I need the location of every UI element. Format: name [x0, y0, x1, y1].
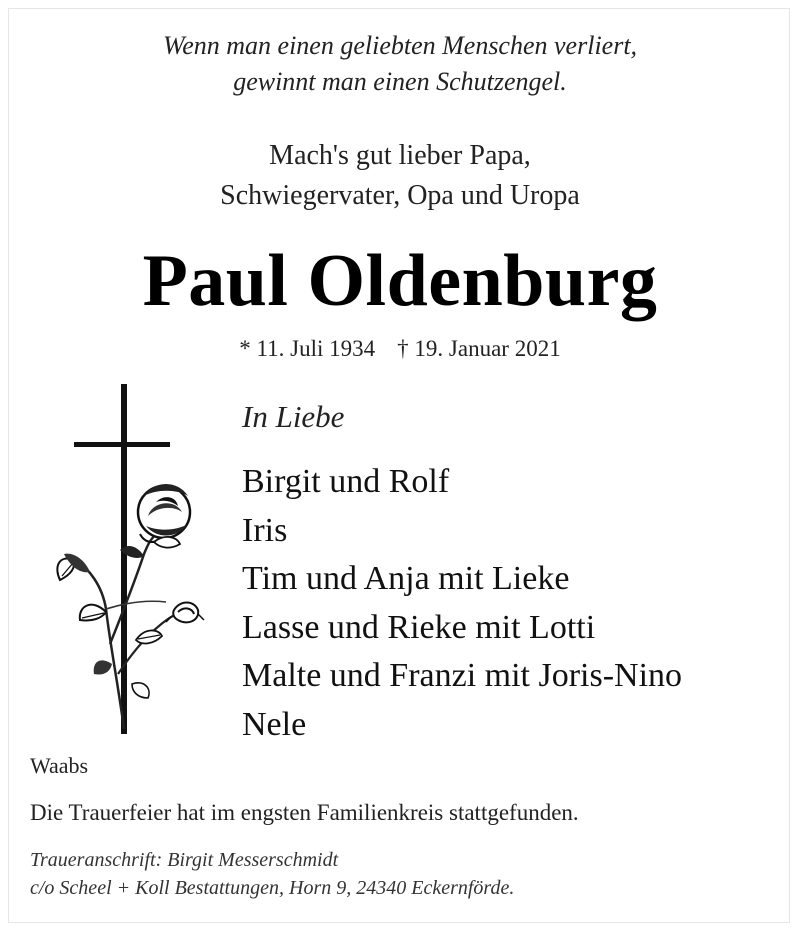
mourners-heading: In Liebe [242, 399, 345, 434]
list-item: Iris [242, 511, 288, 549]
list-item: Lasse und Rieke mit Lotti [242, 608, 596, 646]
mourning-address [30, 846, 514, 902]
birth-date: * 11. Juli 1934 [239, 336, 376, 361]
life-dates [0, 334, 800, 364]
cross-with-rose-icon [48, 384, 218, 740]
farewell-line-1: Mach's gut lieber Papa, [269, 140, 531, 171]
list-item: Nele [242, 705, 307, 743]
farewell-line-2: Schwiegervater, Opa und Uropa [220, 180, 580, 211]
motto-line-1: Wenn man einen geliebten Menschen verliert, [162, 31, 638, 60]
farewell-message [0, 136, 800, 216]
list-item: Malte und Franzi mit Joris-Nino [242, 657, 683, 694]
list-item: Tim und Anja mit Lieke [242, 560, 570, 597]
place-name: Waabs [30, 753, 89, 778]
funeral-notice: Die Trauerfeier hat im engsten Familienkreis stattgefunden. [30, 800, 579, 825]
address-line-2: c/o Scheel + Koll Bestattungen, Horn 9, 24340 Eckernförde. [30, 877, 515, 899]
motto-line-2: gewinnt man einen Schutzengel. [233, 67, 567, 96]
deceased-name: Paul Oldenburg [142, 240, 658, 322]
motto [0, 28, 800, 100]
death-date: † 19. Januar 2021 [397, 336, 561, 361]
list-item: Birgit und Rolf [242, 463, 450, 500]
mourners-list [242, 458, 682, 749]
address-line-1: Traueranschrift: Birgit Messerschmidt [30, 849, 339, 871]
